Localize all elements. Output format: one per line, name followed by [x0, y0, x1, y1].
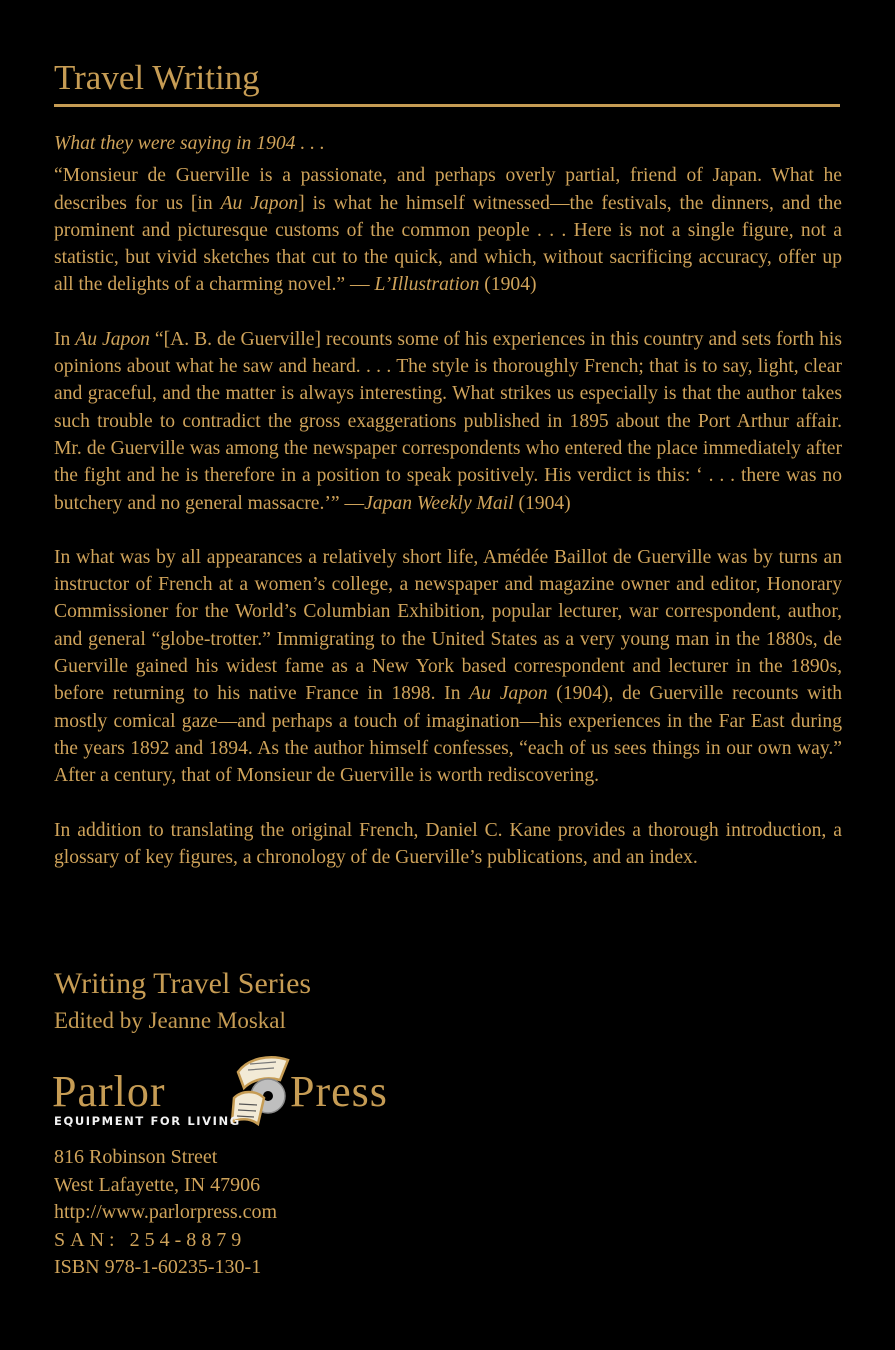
review-text: “Monsieur de Guerville is a passionate, and perhaps overly partial, friend of Japan. What he describes for us [in	[54, 165, 842, 214]
translator-note: In addition to translating the original French, Daniel C. Kane provides a thorough introduction, a glossary of key figures, a chronology of de Guerville’s publications, and an index.	[54, 819, 842, 868]
publisher-address	[54, 1144, 277, 1282]
publisher-logo	[52, 1050, 432, 1135]
publisher-san: SAN: 254-8879	[54, 1228, 247, 1251]
category-heading: Travel Writing	[54, 58, 260, 97]
heading-rule	[54, 104, 840, 107]
book-title: Au Japon	[220, 192, 299, 214]
logo-word-right-text: Press	[290, 1067, 388, 1116]
reviews-kicker: What they were saying in 1904 . . .	[54, 133, 325, 154]
address-city: West Lafayette, IN 47906	[54, 1173, 261, 1196]
logo-word-left	[52, 1068, 166, 1116]
cover-copy	[54, 130, 842, 898]
logo-word-right	[290, 1068, 388, 1116]
book-title: Au Japon	[469, 683, 548, 705]
review-text: In	[54, 328, 76, 350]
review-source: Japan Weekly Mail	[364, 492, 514, 514]
review-japan-weekly-mail	[54, 326, 842, 517]
series-name: Writing Travel Series	[54, 967, 312, 1000]
logo-tagline: EQUIPMENT FOR LIVING	[54, 1114, 241, 1128]
book-description	[54, 544, 842, 790]
publisher-url: http://www.parlorpress.com	[54, 1201, 278, 1224]
review-year: (1904)	[479, 274, 537, 296]
address-street: 816 Robinson Street	[54, 1146, 218, 1168]
review-year: (1904)	[513, 492, 571, 514]
review-text: “[A. B. de Guerville] recounts some of his experiences in this country and sets forth his opinions about what he saw and heard. . . . The style is thoroughly French; that is to say, light, clear and graceful, and the matter is always interesting. What strikes us especially is that the author takes such trouble to contradict the gross exaggerations published in 1895 about the Port Arthur affair. Mr. de Guerville was among the newspaper correspondents who entered the place immediately after the fight and he is therefore in a position to speak positively. His verdict is this: ‘ . . . there was no butchery and no general massacre.’” —	[54, 328, 842, 514]
publisher-isbn: ISBN 978-1-60235-130-1	[54, 1256, 262, 1279]
review-illustration	[54, 162, 842, 298]
logo-word-left-text: Parlor	[52, 1067, 166, 1116]
series-editor: Edited by Jeanne Moskal	[54, 1008, 286, 1033]
book-title: Au Japon	[75, 328, 150, 350]
description-text: In what was by all appearances a relatively short life, Amédée Baillot de Guerville was by turns an instructor of French at a women’s college, a newspaper and magazine owner and editor, Honorary Commissioner for the World’s Columbian Exhibition, popular lecturer, war correspondent, author, and general “globe-trotter.” Immigrating to the United States as a very young man in the 1880s, de Guerville gained his widest fame as a New York based correspondent and lecturer in the 1890s, before returning to his native France in 1898. In	[54, 546, 842, 705]
description-text: (1904), de Guerville recounts with mostly comical gaze—and perhaps a touch of imagination—his experiences in the Far East during the years 1892 and 1894. As the author himself confesses, “each of us sees things in our own way.” After a century, that of Monsieur de Guerville is worth rediscovering.	[54, 683, 842, 787]
review-source: L’Illustration	[374, 274, 480, 296]
review-text: ] is what he himself witnessed—the festivals, the dinners, and the prominent and picturesque customs of the common people . . . Here is not a single figure, not a statistic, but vivid sketches that cut to the quick, and which, without sacrificing accuracy, offer up all the delights of a charming novel.” —	[54, 192, 842, 296]
